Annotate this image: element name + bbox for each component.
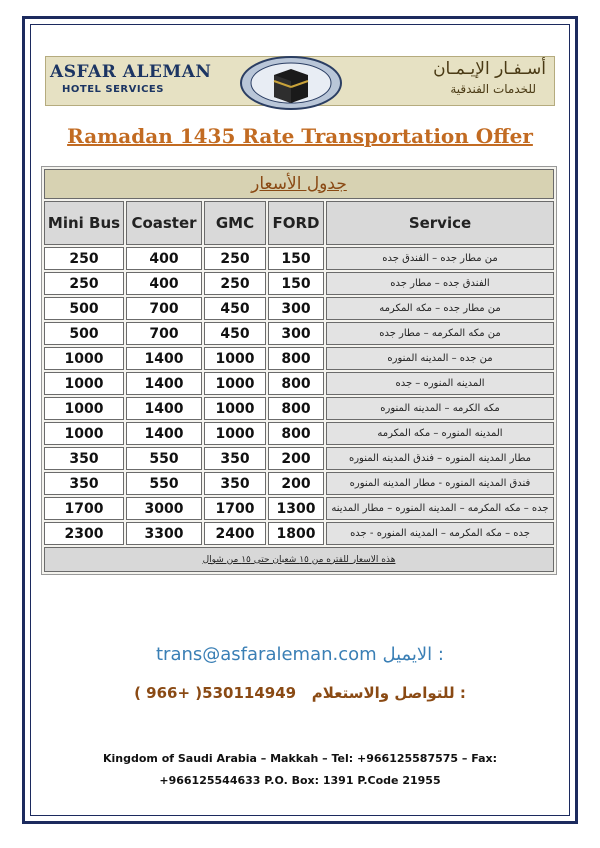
email-label: الايميل : [382, 644, 444, 665]
table-row [44, 497, 554, 520]
cell-service: مكه الكرمه – المدينه المنوره [326, 397, 554, 420]
cell-mini-bus: 500 [44, 297, 124, 320]
cell-ford: 150 [268, 272, 324, 295]
col-header-service: Service [326, 201, 554, 245]
cell-mini-bus: 350 [44, 472, 124, 495]
cell-gmc: 250 [204, 272, 266, 295]
cell-service: جده – مكه المكرمه – المدينه المنوره – مطار المدينه [326, 497, 554, 520]
cell-ford: 300 [268, 297, 324, 320]
cell-mini-bus: 1700 [44, 497, 124, 520]
table-row [44, 447, 554, 470]
cell-coaster: 400 [126, 247, 202, 270]
address-line-1: Kingdom of Saudi Arabia – Makkah – Tel: +966125587575 – Fax: [102, 752, 498, 765]
cell-coaster: 700 [126, 297, 202, 320]
cell-ford: 150 [268, 247, 324, 270]
cell-mini-bus: 1000 [44, 372, 124, 395]
cell-mini-bus: 2300 [44, 522, 124, 545]
cell-coaster: 400 [126, 272, 202, 295]
cell-coaster: 700 [126, 322, 202, 345]
table-caption: جدول الأسعار [44, 169, 554, 199]
cell-gmc: 350 [204, 447, 266, 470]
cell-mini-bus: 1000 [44, 422, 124, 445]
table-row [44, 422, 554, 445]
email-line [0, 644, 600, 665]
cell-mini-bus: 350 [44, 447, 124, 470]
kaaba-icon [238, 53, 344, 111]
cell-coaster: 550 [126, 472, 202, 495]
cell-coaster: 1400 [126, 397, 202, 420]
cell-service: فندق المدينه المنوره - مطار المدينه المنوره [326, 472, 554, 495]
cell-mini-bus: 1000 [44, 347, 124, 370]
cell-gmc: 1700 [204, 497, 266, 520]
letterhead [45, 56, 555, 106]
cell-coaster: 1400 [126, 347, 202, 370]
table-row [44, 397, 554, 420]
cell-service: المدينه المنوره – مكه المكرمه [326, 422, 554, 445]
cell-gmc: 1000 [204, 347, 266, 370]
cell-gmc: 1000 [204, 397, 266, 420]
cell-coaster: 1400 [126, 422, 202, 445]
cell-service: المدينه المنوره – جده [326, 372, 554, 395]
table-row [44, 322, 554, 345]
cell-coaster: 1400 [126, 372, 202, 395]
rates-table [41, 166, 557, 575]
cell-ford: 1300 [268, 497, 324, 520]
brand-subtitle-en: HOTEL SERVICES [62, 84, 164, 95]
cell-ford: 200 [268, 472, 324, 495]
table-footnote: هذه الاسعار للفتره من ١٥ شعبان حتى ١٥ من شوال [44, 547, 554, 572]
cell-gmc: 1000 [204, 372, 266, 395]
cell-ford: 300 [268, 322, 324, 345]
phone-number: ( 966+ )530114949 [134, 684, 297, 702]
cell-service: من مطار جده – الفندق جده [326, 247, 554, 270]
table-row [44, 372, 554, 395]
table-row [44, 472, 554, 495]
cell-service: من مكه المكرمه – مطار جده [326, 322, 554, 345]
table-row [44, 247, 554, 270]
cell-gmc: 1000 [204, 422, 266, 445]
col-header-mini-bus: Mini Bus [44, 201, 124, 245]
footer-address [100, 748, 500, 792]
cell-ford: 800 [268, 347, 324, 370]
cell-gmc: 350 [204, 472, 266, 495]
table-row [44, 522, 554, 545]
brand-name-en: ASFAR ALEMAN [50, 62, 212, 82]
col-header-coaster: Coaster [126, 201, 202, 245]
cell-mini-bus: 250 [44, 247, 124, 270]
page-title: Ramadan 1435 Rate Transportation Offer [67, 124, 533, 148]
phone-line [0, 684, 600, 702]
cell-coaster: 550 [126, 447, 202, 470]
cell-ford: 200 [268, 447, 324, 470]
col-header-gmc: GMC [204, 201, 266, 245]
cell-service: جده – مكه المكرمه – المدينه المنوره - جده [326, 522, 554, 545]
cell-mini-bus: 1000 [44, 397, 124, 420]
table-row [44, 297, 554, 320]
brand-name-ar: أسـفـار الإيـمـان [433, 59, 546, 79]
brand-subtitle-ar: للخدمات الفندقية [450, 82, 536, 96]
col-header-ford: FORD [268, 201, 324, 245]
email-address[interactable]: trans@asfaraleman.com [156, 644, 377, 665]
cell-gmc: 250 [204, 247, 266, 270]
cell-gmc: 450 [204, 322, 266, 345]
cell-coaster: 3300 [126, 522, 202, 545]
cell-gmc: 450 [204, 297, 266, 320]
cell-mini-bus: 250 [44, 272, 124, 295]
cell-mini-bus: 500 [44, 322, 124, 345]
cell-ford: 800 [268, 397, 324, 420]
cell-ford: 800 [268, 422, 324, 445]
table-row [44, 272, 554, 295]
phone-label: للتواصل والاستعلام : [311, 684, 466, 702]
table-row [44, 347, 554, 370]
cell-gmc: 2400 [204, 522, 266, 545]
cell-coaster: 3000 [126, 497, 202, 520]
cell-service: من جده – المدينه المنوره [326, 347, 554, 370]
cell-ford: 800 [268, 372, 324, 395]
cell-ford: 1800 [268, 522, 324, 545]
address-line-2: +966125544633 P.O. Box: 1391 P.Code 21955 [159, 774, 441, 787]
cell-service: من مطار جده – مكه المكرمه [326, 297, 554, 320]
rates-table-body [44, 247, 554, 545]
cell-service: مطار المدينه المنوره – فندق المدينه المنوره [326, 447, 554, 470]
cell-service: الفندق جده – مطار جده [326, 272, 554, 295]
